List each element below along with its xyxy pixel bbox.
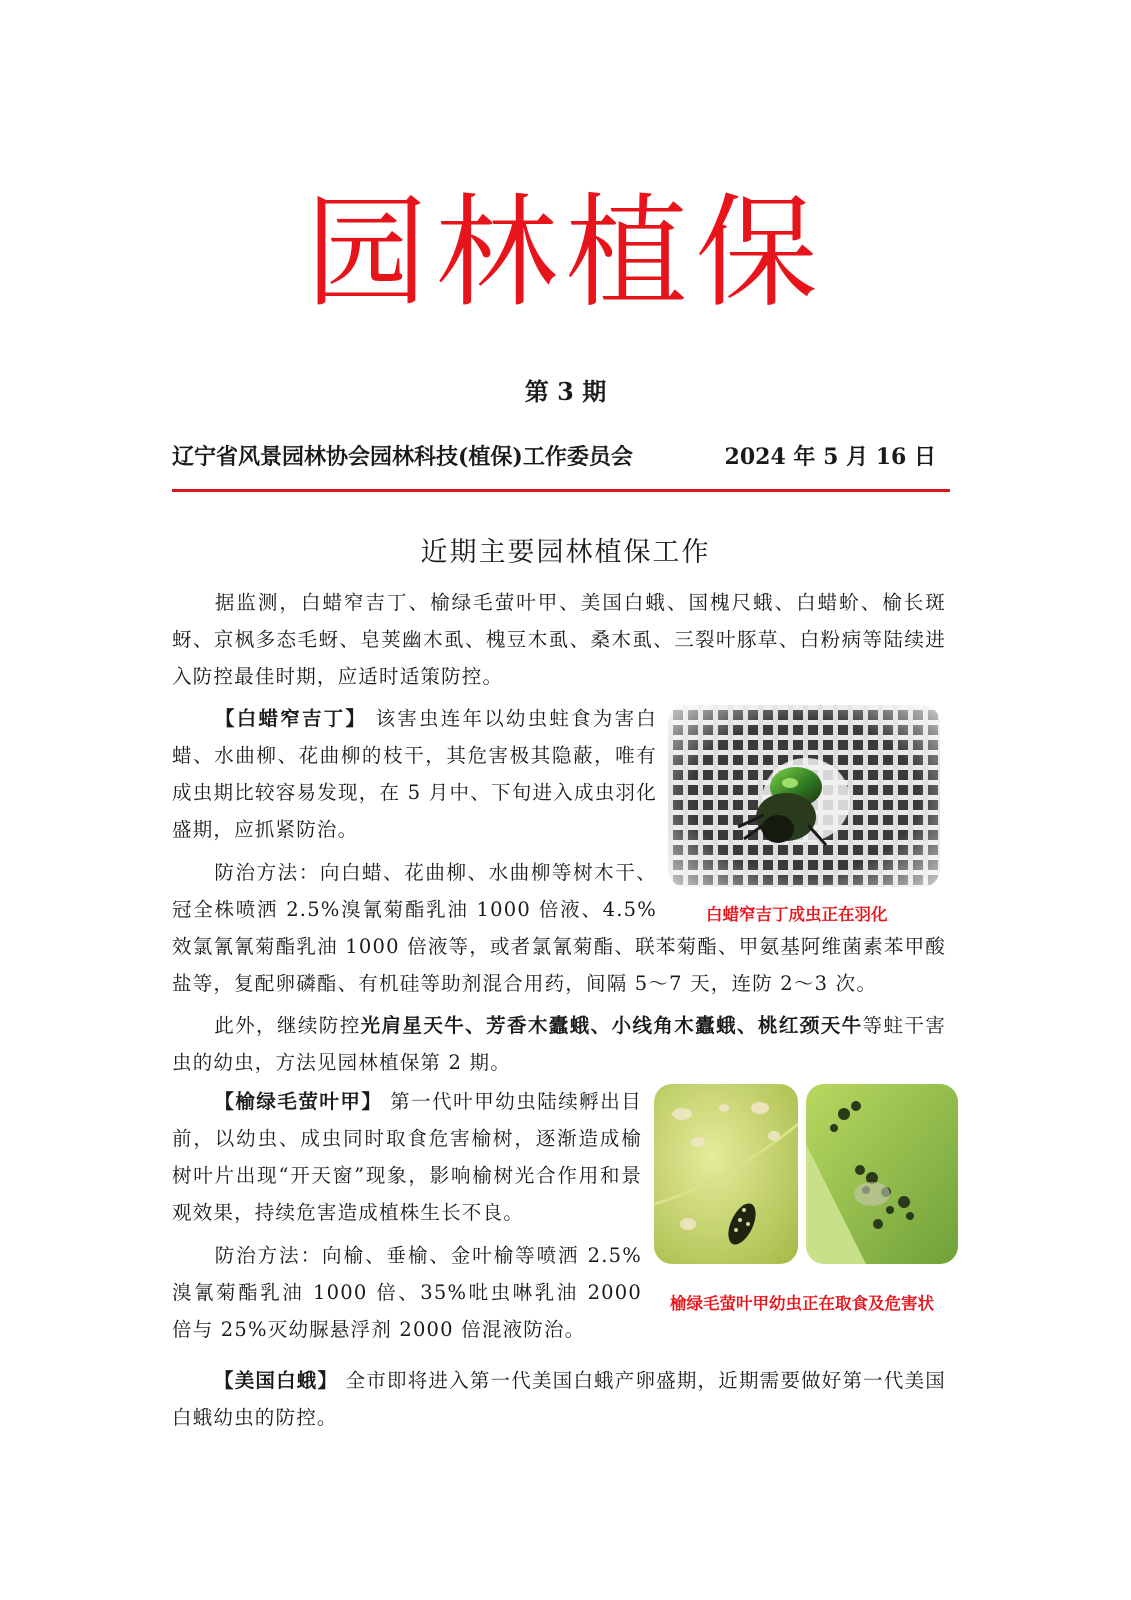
section1-heading: 【白蜡窄吉丁】 [214, 707, 368, 730]
section2-text: 第一代叶甲幼虫陆续孵出目前，以幼虫、成虫同时取食危害榆树，逐渐造成榆树叶片出现“开天窗”现象，影响榆树光合作用和景观效果，持续危害造成植株生长不良。 [172, 1090, 642, 1224]
masthead: 园林植保 [305, 182, 826, 324]
section3-heading: 【美国白蛾】 [214, 1369, 339, 1392]
extra-prefix: 此外，继续防控 [214, 1014, 361, 1037]
section1-method-continued: 效氯氰氰菊酯乳油 1000 倍液等，或者氯氰菊酯、联苯菊酯、甲氨基阿维菌素苯甲酸盐等，复配卵磷酯、有机硅等助剂混合用药，间隔 5～7 天，连防 2～3 次。 [172, 935, 946, 995]
larva-photo [654, 1084, 798, 1264]
intro-paragraph [172, 584, 946, 695]
section2-paragraph [172, 1083, 642, 1231]
publisher-row [172, 440, 946, 474]
section3-paragraph [172, 1362, 946, 1436]
publish-date: 2024 年 5 月 16 日 [724, 444, 936, 470]
extra-pests: 光肩星天牛、芳香木蠹蛾、小线角木蠹蛾、桃红颈天牛 [360, 1014, 863, 1037]
section2-method [172, 1237, 642, 1348]
section1-method-part2 [172, 928, 946, 1002]
intro-text: 据监测，白蜡窄吉丁、榆绿毛萤叶甲、美国白蛾、国槐尺蛾、白蜡蚧、榆长斑蚜、京枫多态毛蚜、皂荚幽木虱、槐豆木虱、桑木虱、三裂叶豚草、白粉病等陆续进入防控最佳时期，应适时适策防控。 [172, 591, 946, 688]
article-title: 近期主要园林植保工作 [420, 537, 711, 568]
beetle-photo [668, 705, 940, 887]
red-divider [172, 489, 950, 492]
beetle-photo-caption: 白蜡窄吉丁成虫正在羽化 [706, 905, 888, 924]
section2-method-text: 防治方法：向榆、垂榆、金叶榆等喷洒 2.5%溴氰菊酯乳油 1000 倍、35%吡虫啉乳油 2000 倍与 25%灭幼脲悬浮剂 2000 倍混液防治。 [172, 1244, 642, 1341]
extra-paragraph [172, 1007, 946, 1081]
section1-method-text: 防治方法：向白蜡、花曲柳、水曲柳等树木干、冠全株喷洒 2.5%溴氰菊酯乳油 1000 倍液、4.5% [172, 861, 657, 921]
larva-photo-caption: 榆绿毛萤叶甲幼虫正在取食及危害状 [670, 1294, 934, 1313]
leaf-damage-photo [806, 1084, 958, 1264]
organization: 辽宁省风景园林协会园林科技(植保)工作委员会 [172, 444, 633, 470]
beetle-photo-image [668, 705, 940, 887]
larva-photo-image [654, 1084, 798, 1264]
issue-number: 第 3 期 [524, 377, 607, 406]
extra-suffix: 等蛀干害虫的幼虫，方法见园林植保第 2 期。 [172, 1014, 946, 1074]
section2-heading: 【榆绿毛萤叶甲】 [214, 1090, 383, 1113]
section1-paragraph [172, 700, 657, 848]
section1-method-part1 [172, 854, 657, 928]
section3-text: 全市即将进入第一代美国白蛾产卵盛期，近期需要做好第一代美国白蛾幼虫的防控。 [172, 1369, 946, 1429]
section1-text: 该害虫连年以幼虫蛀食为害白蜡、水曲柳、花曲柳的枝干，其危害极其隐蔽，唯有成虫期比较容易发现，在 5 月中、下旬进入成虫羽化盛期，应抓紧防治。 [172, 707, 657, 841]
leaf-damage-photo-image [806, 1084, 958, 1264]
